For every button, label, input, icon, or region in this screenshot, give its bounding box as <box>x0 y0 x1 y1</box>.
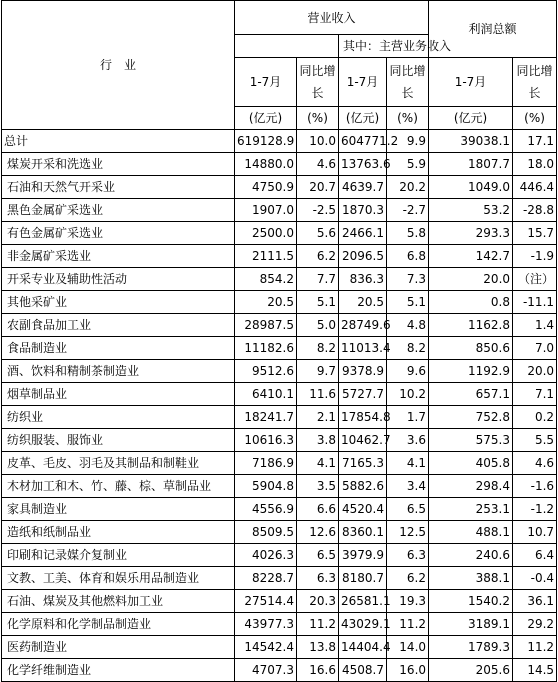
table-row <box>2 314 557 337</box>
cell-profit-yoy: -11.1 <box>513 291 557 314</box>
industry-name: 黑色金属矿采选业 <box>2 199 235 222</box>
cell-main: 4639.7 <box>339 176 387 199</box>
cell-main: 2466.1 <box>339 222 387 245</box>
table-body <box>2 130 557 682</box>
table-row <box>2 360 557 383</box>
cell-profit: 752.8 <box>429 406 513 429</box>
cell-main-yoy: 19.3 <box>387 590 429 613</box>
cell-rev: 14542.4 <box>235 636 297 659</box>
unit-main: (亿元) <box>339 107 387 130</box>
cell-main: 604771.2 <box>339 130 387 153</box>
cell-profit-yoy: 11.2 <box>513 636 557 659</box>
cell-main-yoy: 1.7 <box>387 406 429 429</box>
cell-main-yoy: 7.3 <box>387 268 429 291</box>
cell-rev: 619128.9 <box>235 130 297 153</box>
cell-profit: 1162.8 <box>429 314 513 337</box>
table-row <box>2 475 557 498</box>
cell-rev-yoy: 11.2 <box>297 613 339 636</box>
header-main-business: 其中：主营业务收入 <box>339 35 429 58</box>
cell-profit: 575.3 <box>429 429 513 452</box>
cell-profit: 1049.0 <box>429 176 513 199</box>
cell-profit-yoy: 0.2 <box>513 406 557 429</box>
cell-rev: 27514.4 <box>235 590 297 613</box>
header-industry: 行 业 <box>2 1 235 130</box>
table-row <box>2 498 557 521</box>
unit-revenue-yoy: (%) <box>297 107 339 130</box>
cell-profit-yoy: （注） <box>513 268 557 291</box>
cell-profit: 388.1 <box>429 567 513 590</box>
cell-profit-yoy: 15.7 <box>513 222 557 245</box>
cell-rev: 5904.8 <box>235 475 297 498</box>
cell-rev: 11182.6 <box>235 337 297 360</box>
industry-name: 其他采矿业 <box>2 291 235 314</box>
cell-rev: 43977.3 <box>235 613 297 636</box>
industry-name: 烟草制品业 <box>2 383 235 406</box>
industry-name: 家具制造业 <box>2 498 235 521</box>
cell-main: 4508.7 <box>339 659 387 682</box>
cell-rev-yoy: 3.8 <box>297 429 339 452</box>
cell-rev-yoy: 5.0 <box>297 314 339 337</box>
cell-profit-yoy: -28.8 <box>513 199 557 222</box>
cell-rev: 4556.9 <box>235 498 297 521</box>
cell-main-yoy: 6.8 <box>387 245 429 268</box>
cell-rev-yoy: 4.1 <box>297 452 339 475</box>
cell-main: 11013.4 <box>339 337 387 360</box>
cell-rev: 2111.5 <box>235 245 297 268</box>
cell-profit-yoy: 446.4 <box>513 176 557 199</box>
cell-profit-yoy: 7.0 <box>513 337 557 360</box>
unit-profit: (亿元) <box>429 107 513 130</box>
cell-profit: 298.4 <box>429 475 513 498</box>
cell-profit: 1807.7 <box>429 153 513 176</box>
industry-name: 医药制造业 <box>2 636 235 659</box>
cell-main-yoy: 14.0 <box>387 636 429 659</box>
cell-rev: 28987.5 <box>235 314 297 337</box>
industry-name: 纺织业 <box>2 406 235 429</box>
cell-main-yoy: 6.5 <box>387 498 429 521</box>
cell-profit: 1192.9 <box>429 360 513 383</box>
cell-profit-yoy: 6.4 <box>513 544 557 567</box>
table-row <box>2 199 557 222</box>
cell-main-yoy: 12.5 <box>387 521 429 544</box>
cell-rev: 4750.9 <box>235 176 297 199</box>
header-period-main: 1-7月 <box>339 58 387 107</box>
cell-rev-yoy: 12.6 <box>297 521 339 544</box>
cell-profit: 53.2 <box>429 199 513 222</box>
cell-rev-yoy: 2.1 <box>297 406 339 429</box>
cell-rev: 4707.3 <box>235 659 297 682</box>
cell-main: 26581.1 <box>339 590 387 613</box>
cell-rev-yoy: 6.3 <box>297 567 339 590</box>
industry-name: 印刷和记录媒介复制业 <box>2 544 235 567</box>
cell-profit-yoy: 29.2 <box>513 613 557 636</box>
unit-main-yoy: (%) <box>387 107 429 130</box>
cell-main-yoy: 3.4 <box>387 475 429 498</box>
cell-rev-yoy: 6.2 <box>297 245 339 268</box>
header-revenue: 营业收入 <box>235 1 429 35</box>
cell-rev-yoy: 5.6 <box>297 222 339 245</box>
industry-name: 纺织服装、服饰业 <box>2 429 235 452</box>
cell-rev: 10616.3 <box>235 429 297 452</box>
cell-profit-yoy: 14.5 <box>513 659 557 682</box>
cell-main-yoy: 5.9 <box>387 153 429 176</box>
cell-main-yoy: 11.2 <box>387 613 429 636</box>
cell-rev-yoy: 6.5 <box>297 544 339 567</box>
cell-rev-yoy: 3.5 <box>297 475 339 498</box>
cell-rev: 7186.9 <box>235 452 297 475</box>
cell-main: 43029.1 <box>339 613 387 636</box>
cell-profit: 850.6 <box>429 337 513 360</box>
cell-profit: 1540.2 <box>429 590 513 613</box>
cell-profit: 3189.1 <box>429 613 513 636</box>
industry-name: 非金属矿采选业 <box>2 245 235 268</box>
cell-rev-yoy: 13.8 <box>297 636 339 659</box>
cell-profit-yoy: 4.6 <box>513 452 557 475</box>
cell-profit-yoy: 18.0 <box>513 153 557 176</box>
cell-main: 1870.3 <box>339 199 387 222</box>
industry-name: 农副食品加工业 <box>2 314 235 337</box>
table-row <box>2 544 557 567</box>
cell-rev: 18241.7 <box>235 406 297 429</box>
cell-rev: 8509.5 <box>235 521 297 544</box>
cell-rev-yoy: 7.7 <box>297 268 339 291</box>
cell-main: 5882.6 <box>339 475 387 498</box>
cell-profit-yoy: 20.0 <box>513 360 557 383</box>
cell-profit-yoy: -1.2 <box>513 498 557 521</box>
cell-profit: 142.7 <box>429 245 513 268</box>
cell-rev-yoy: -2.5 <box>297 199 339 222</box>
industry-name: 煤炭开采和洗选业 <box>2 153 235 176</box>
cell-profit: 488.1 <box>429 521 513 544</box>
industry-name: 食品制造业 <box>2 337 235 360</box>
industry-name: 木材加工和木、竹、藤、棕、草制品业 <box>2 475 235 498</box>
table-row <box>2 268 557 291</box>
cell-main-yoy: 9.6 <box>387 360 429 383</box>
cell-main: 2096.5 <box>339 245 387 268</box>
industry-name: 化学原料和化学制品制造业 <box>2 613 235 636</box>
cell-main: 7165.3 <box>339 452 387 475</box>
cell-rev-yoy: 9.7 <box>297 360 339 383</box>
industry-name: 酒、饮料和精制茶制造业 <box>2 360 235 383</box>
cell-main-yoy: 8.2 <box>387 337 429 360</box>
cell-rev: 20.5 <box>235 291 297 314</box>
industry-name: 化学纤维制造业 <box>2 659 235 682</box>
cell-main: 17854.8 <box>339 406 387 429</box>
cell-main-yoy: 3.6 <box>387 429 429 452</box>
cell-rev-yoy: 8.2 <box>297 337 339 360</box>
table-row <box>2 406 557 429</box>
cell-rev-yoy: 5.1 <box>297 291 339 314</box>
cell-profit: 293.3 <box>429 222 513 245</box>
table-row <box>2 429 557 452</box>
cell-main: 13763.6 <box>339 153 387 176</box>
header-yoy-main: 同比增长 <box>387 58 429 107</box>
cell-main: 8360.1 <box>339 521 387 544</box>
industry-name: 皮革、毛皮、羽毛及其制品和制鞋业 <box>2 452 235 475</box>
table-row <box>2 590 557 613</box>
cell-main: 20.5 <box>339 291 387 314</box>
cell-main: 28749.6 <box>339 314 387 337</box>
header-yoy-profit: 同比增长 <box>513 58 557 107</box>
cell-main-yoy: 4.8 <box>387 314 429 337</box>
industry-name: 开采专业及辅助性活动 <box>2 268 235 291</box>
cell-main-yoy: 16.0 <box>387 659 429 682</box>
cell-main-yoy: 6.2 <box>387 567 429 590</box>
cell-rev: 6410.1 <box>235 383 297 406</box>
table-row <box>2 521 557 544</box>
table-row <box>2 222 557 245</box>
industry-name: 石油、煤炭及其他燃料加工业 <box>2 590 235 613</box>
cell-rev-yoy: 4.6 <box>297 153 339 176</box>
industry-name: 石油和天然气开采业 <box>2 176 235 199</box>
industry-name: 造纸和纸制品业 <box>2 521 235 544</box>
cell-profit: 240.6 <box>429 544 513 567</box>
cell-main-yoy: 20.2 <box>387 176 429 199</box>
table-row <box>2 636 557 659</box>
cell-rev-yoy: 11.6 <box>297 383 339 406</box>
cell-rev-yoy: 20.7 <box>297 176 339 199</box>
table-row <box>2 245 557 268</box>
cell-rev-yoy: 6.6 <box>297 498 339 521</box>
cell-profit: 253.1 <box>429 498 513 521</box>
cell-profit: 657.1 <box>429 383 513 406</box>
cell-rev: 4026.3 <box>235 544 297 567</box>
cell-main: 5727.7 <box>339 383 387 406</box>
cell-rev: 14880.0 <box>235 153 297 176</box>
cell-profit-yoy: -1.9 <box>513 245 557 268</box>
cell-rev: 8228.7 <box>235 567 297 590</box>
cell-profit-yoy: 5.5 <box>513 429 557 452</box>
cell-main: 836.3 <box>339 268 387 291</box>
table-row <box>2 291 557 314</box>
cell-main: 8180.7 <box>339 567 387 590</box>
header-period-profit: 1-7月 <box>429 58 513 107</box>
cell-profit: 0.8 <box>429 291 513 314</box>
header-profit: 利润总额 <box>429 1 557 58</box>
header-yoy-revenue: 同比增长 <box>297 58 339 107</box>
cell-main-yoy: 5.1 <box>387 291 429 314</box>
industry-stats-table <box>1 0 557 682</box>
cell-main-yoy: 5.8 <box>387 222 429 245</box>
table-row <box>2 567 557 590</box>
cell-profit: 1789.3 <box>429 636 513 659</box>
cell-main: 10462.7 <box>339 429 387 452</box>
cell-profit-yoy: -1.6 <box>513 475 557 498</box>
table-row <box>2 613 557 636</box>
table-row <box>2 659 557 682</box>
industry-name: 有色金属矿采选业 <box>2 222 235 245</box>
unit-revenue: (亿元) <box>235 107 297 130</box>
table-row <box>2 383 557 406</box>
table-row <box>2 176 557 199</box>
cell-rev: 1907.0 <box>235 199 297 222</box>
cell-profit: 205.6 <box>429 659 513 682</box>
cell-profit-yoy: -0.4 <box>513 567 557 590</box>
cell-rev: 854.2 <box>235 268 297 291</box>
table-row <box>2 130 557 153</box>
table-row <box>2 337 557 360</box>
cell-profit: 405.8 <box>429 452 513 475</box>
cell-main-yoy: -2.7 <box>387 199 429 222</box>
cell-main-yoy: 6.3 <box>387 544 429 567</box>
cell-main-yoy: 4.1 <box>387 452 429 475</box>
header-revenue-spacer <box>235 35 339 58</box>
cell-main: 9378.9 <box>339 360 387 383</box>
cell-main: 14404.4 <box>339 636 387 659</box>
cell-profit-yoy: 10.7 <box>513 521 557 544</box>
cell-profit: 20.0 <box>429 268 513 291</box>
cell-rev-yoy: 20.3 <box>297 590 339 613</box>
table-row <box>2 452 557 475</box>
industry-name: 文教、工美、体育和娱乐用品制造业 <box>2 567 235 590</box>
cell-rev-yoy: 10.0 <box>297 130 339 153</box>
unit-profit-yoy: (%) <box>513 107 557 130</box>
cell-main: 3979.9 <box>339 544 387 567</box>
cell-rev: 2500.0 <box>235 222 297 245</box>
cell-rev-yoy: 16.6 <box>297 659 339 682</box>
cell-profit-yoy: 7.1 <box>513 383 557 406</box>
cell-profit: 39038.1 <box>429 130 513 153</box>
cell-main-yoy: 9.9 <box>387 130 429 153</box>
cell-main-yoy: 10.2 <box>387 383 429 406</box>
header-period-revenue: 1-7月 <box>235 58 297 107</box>
cell-main: 4520.4 <box>339 498 387 521</box>
industry-name: 总计 <box>2 130 235 153</box>
table-row <box>2 153 557 176</box>
cell-profit-yoy: 1.4 <box>513 314 557 337</box>
cell-profit-yoy: 36.1 <box>513 590 557 613</box>
cell-profit-yoy: 17.1 <box>513 130 557 153</box>
cell-rev: 9512.6 <box>235 360 297 383</box>
